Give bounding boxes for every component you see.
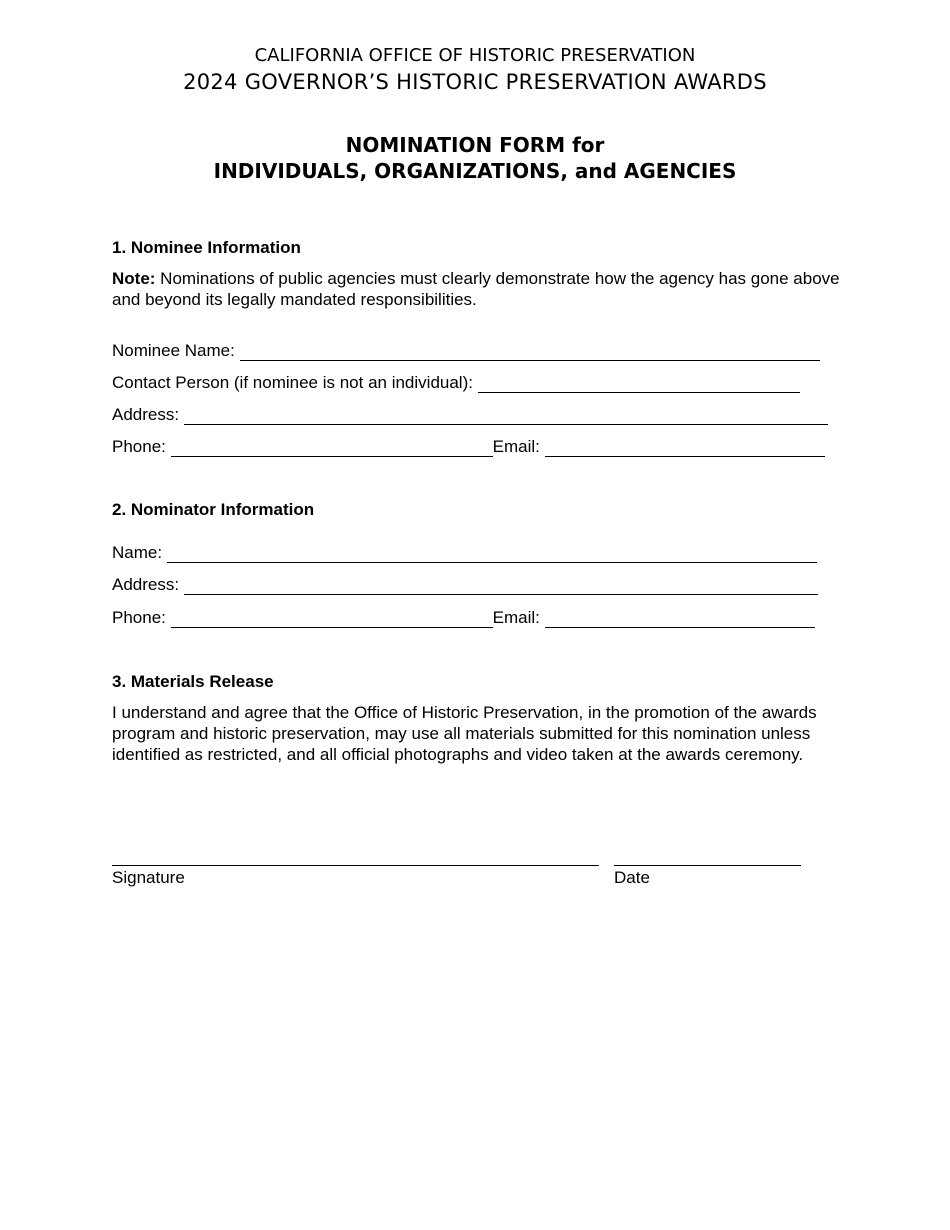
contact-person-row (112, 372, 800, 394)
nominator-address-field[interactable] (184, 576, 818, 595)
nominator-address-row (112, 574, 818, 596)
nominee-email-field[interactable] (545, 438, 825, 457)
contact-person-label: Contact Person (if nominee is not an individual): (112, 373, 478, 392)
form-title-line1: NOMINATION FORM for (345, 133, 605, 157)
form-title-line2: INDIVIDUALS, ORGANIZATIONS, and AGENCIES (213, 159, 737, 183)
nominator-email-label: Email: (492, 608, 545, 627)
nominee-phone-label: Phone: (112, 437, 171, 456)
nominee-address-field[interactable] (184, 406, 828, 425)
nominee-phone-field[interactable] (171, 438, 493, 457)
section-nominator-heading: 2. Nominator Information (112, 500, 315, 519)
nominator-phone-field[interactable] (171, 609, 493, 628)
nominee-name-field[interactable] (240, 342, 820, 361)
nominator-contact-row (112, 607, 815, 629)
section-release-heading: 3. Materials Release (112, 672, 274, 691)
note-text: Nominations of public agencies must clearly demonstrate how the agency has gone above and beyond its legally mandated responsibilities. (112, 269, 840, 309)
organization-heading: CALIFORNIA OFFICE OF HISTORIC PRESERVATION (254, 45, 696, 66)
awards-heading: 2024 GOVERNOR’S HISTORIC PRESERVATION AWARDS (183, 70, 767, 94)
nominator-name-field[interactable] (167, 544, 817, 563)
nominator-phone-label: Phone: (112, 608, 171, 627)
nominee-note (112, 268, 847, 310)
nominator-email-field[interactable] (545, 609, 815, 628)
date-field[interactable] (614, 865, 801, 866)
contact-person-field[interactable] (478, 374, 800, 393)
nominee-address-row (112, 404, 828, 426)
release-text: I understand and agree that the Office of Historic Preservation, in the promotion of the awards program and historic preservation, may use all materials submitted for this nomination unless identified as restricted, and all official photographs and video taken at the awards ceremony. (112, 703, 817, 764)
nominee-name-row (112, 340, 820, 362)
nominator-address-label: Address: (112, 575, 184, 594)
nominee-address-label: Address: (112, 405, 184, 424)
note-label: Note: (112, 269, 156, 288)
nominee-name-label: Nominee Name: (112, 341, 240, 360)
nominator-name-row (112, 542, 817, 564)
signature-field[interactable] (112, 865, 599, 866)
date-label: Date (614, 868, 650, 887)
nominee-email-label: Email: (492, 437, 545, 456)
signature-label: Signature (112, 868, 185, 887)
section-nominee-heading: 1. Nominee Information (112, 238, 301, 257)
nominee-contact-row (112, 436, 825, 458)
nominator-name-label: Name: (112, 543, 167, 562)
